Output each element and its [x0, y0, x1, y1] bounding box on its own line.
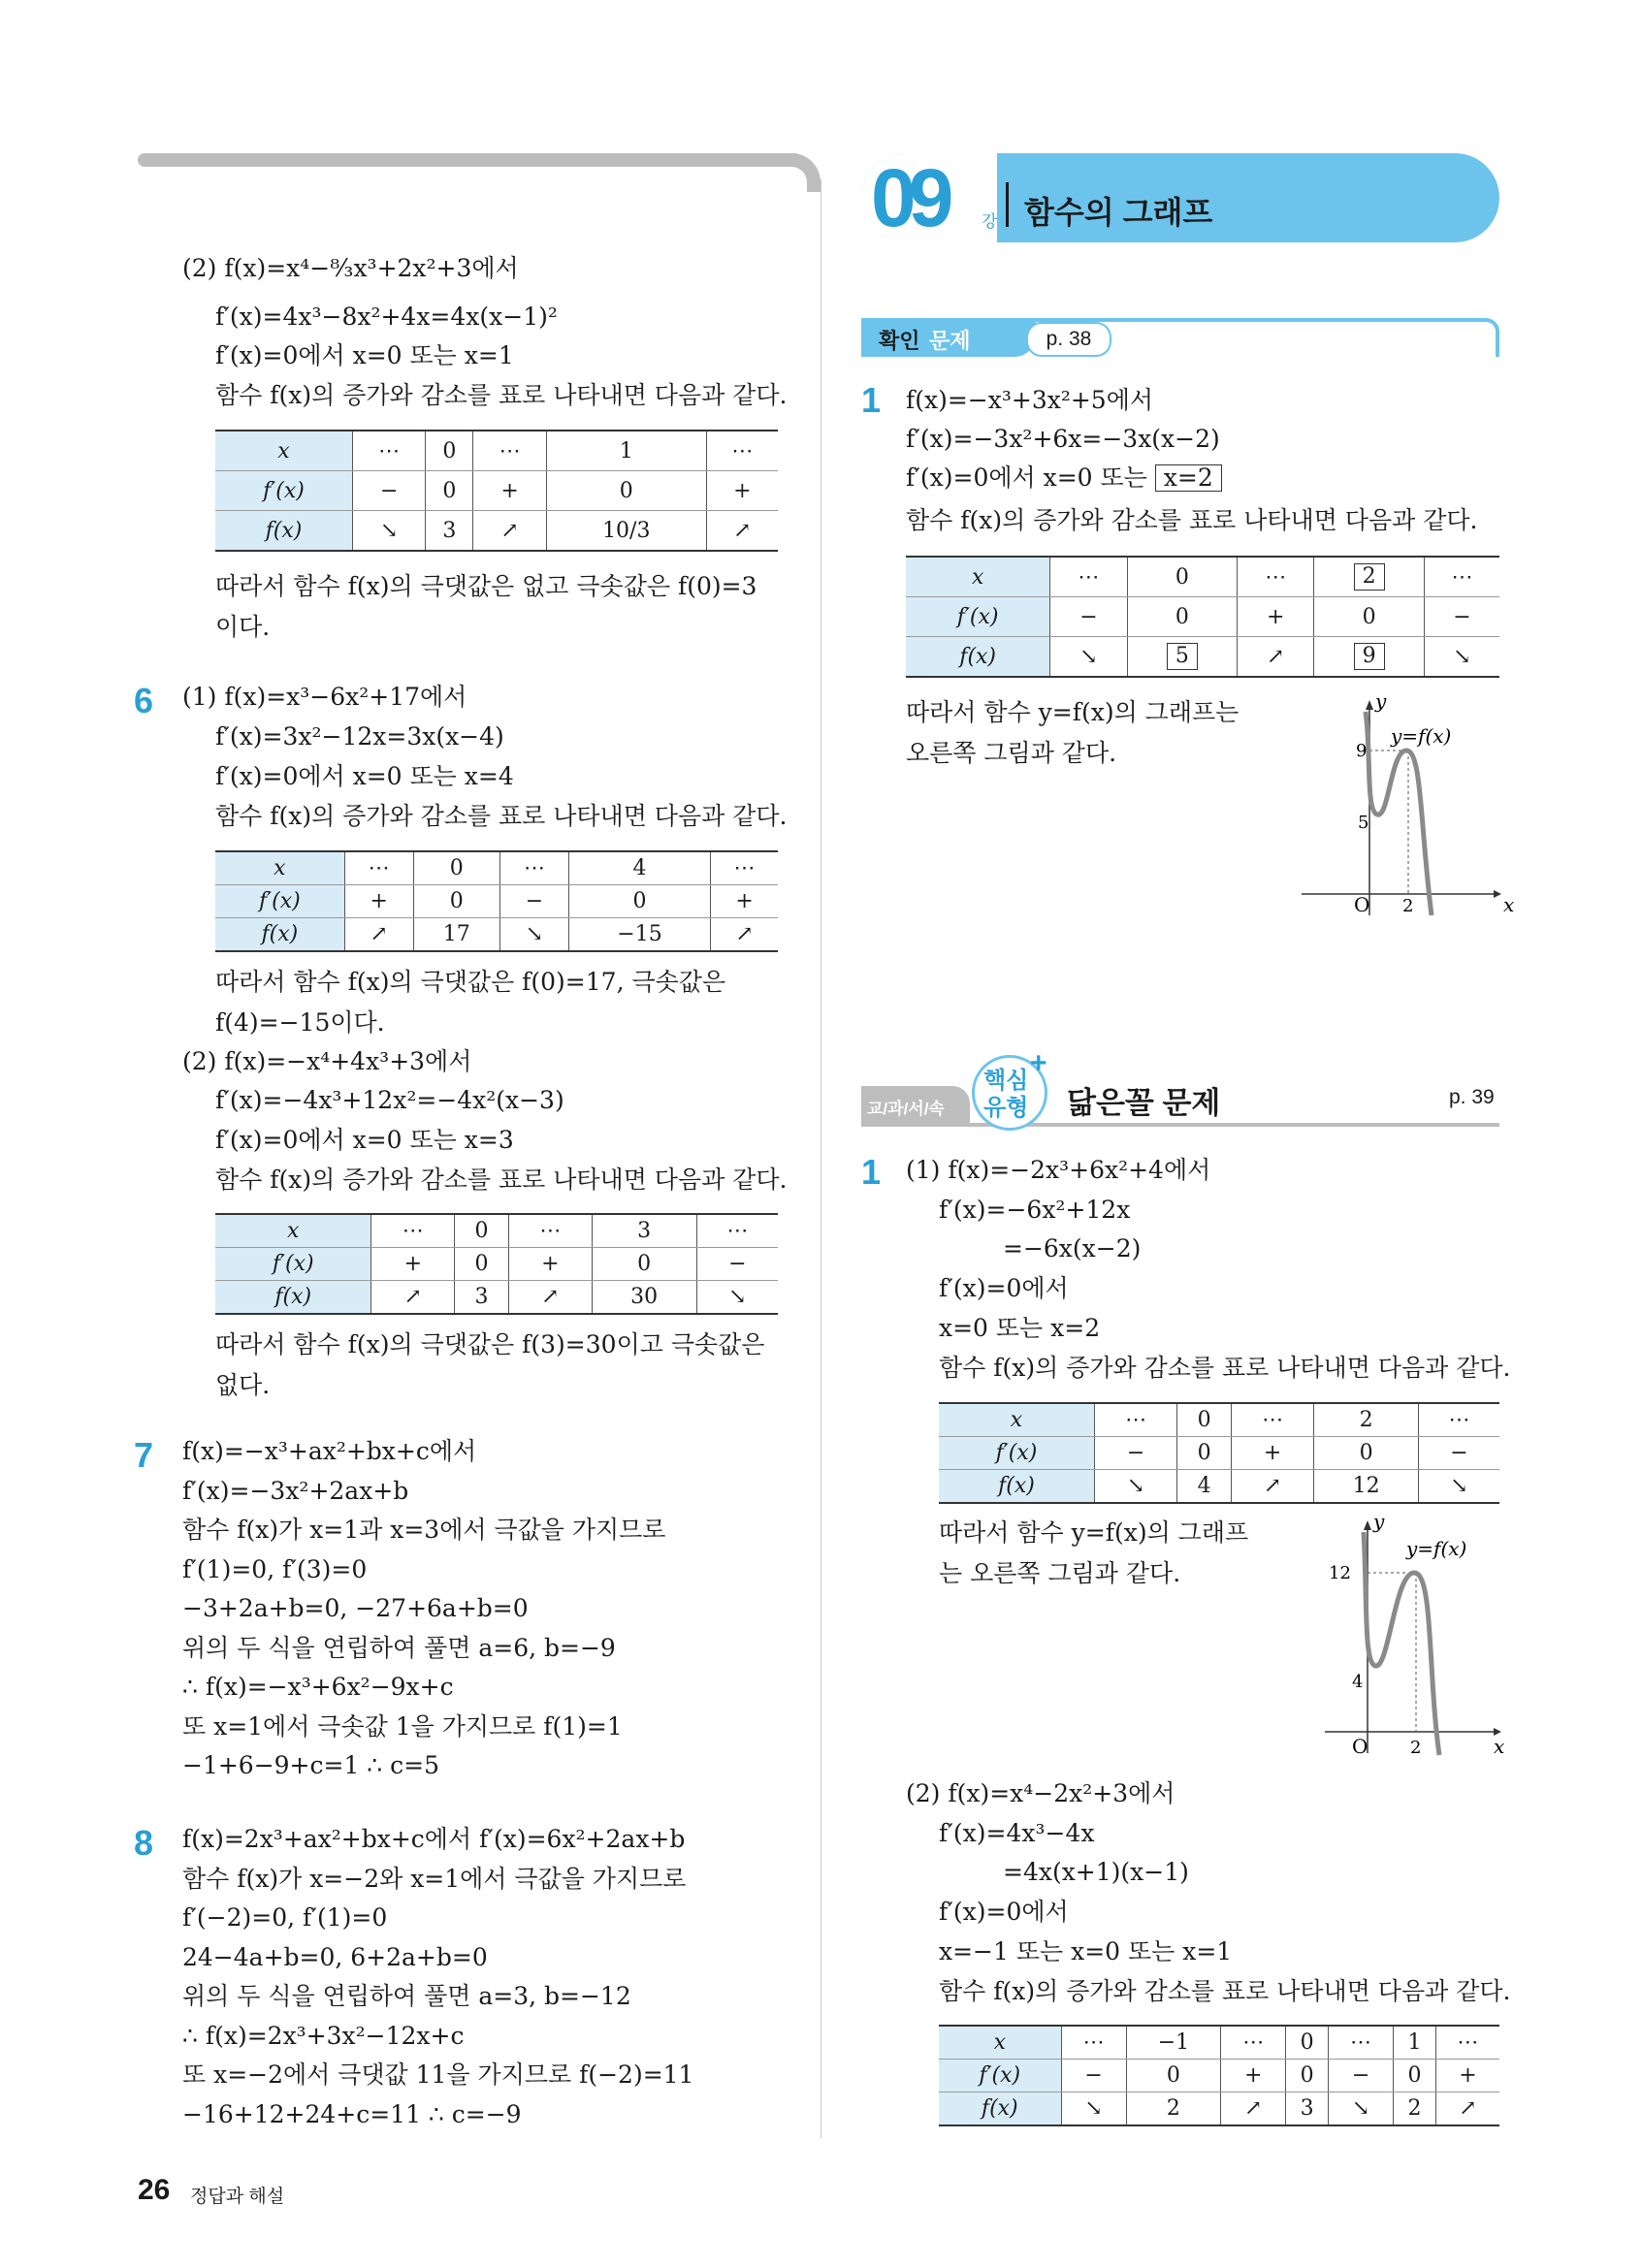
table-cell: f′(x): [215, 885, 344, 918]
y-axis-arrow: [1366, 700, 1373, 710]
text-line: 오른쪽 그림과 같다.: [906, 739, 1117, 767]
table-cell: ↗: [508, 1281, 592, 1315]
table-cell: f(x): [215, 511, 353, 552]
table-cell: ⋯: [1050, 557, 1127, 597]
problem-number: 7: [134, 1435, 154, 1475]
table-cell: 0: [1177, 1437, 1232, 1470]
core-badge-bottom: 유형: [983, 1095, 1029, 1121]
sign-table: [939, 1402, 1499, 1504]
top-left-rule-curve: [776, 153, 821, 192]
text-line: f′(x)=0에서 x=0 또는 x=3: [215, 1126, 514, 1154]
table-row: [215, 1214, 778, 1248]
table-cell: ⋯: [706, 431, 778, 471]
table-cell: 0: [592, 1248, 696, 1281]
table-cell: −: [353, 471, 426, 511]
table-cell: −: [1329, 2060, 1394, 2092]
text-line: 또 x=−2에서 극댓값 11을 가지므로 f(−2)=11: [182, 2060, 694, 2089]
text-line: −1+6−9+c=1 ∴ c=5: [182, 1751, 440, 1779]
table-row: [215, 511, 778, 552]
table-cell: ⋯: [353, 431, 426, 471]
table-cell: ⋯: [1061, 2026, 1126, 2060]
table-cell: x: [215, 1214, 371, 1248]
table-cell: ↘: [1050, 637, 1127, 678]
table-cell: 2: [1394, 2092, 1436, 2126]
table-cell: ⋯: [1435, 2026, 1499, 2060]
text-line: [906, 463, 1222, 493]
table-cell: +: [508, 1248, 592, 1281]
table-cell: ↗: [706, 511, 778, 552]
x-axis-arrow: [1494, 890, 1501, 898]
text-line: 위의 두 식을 연립하여 풀면 a=3, b=−12: [182, 1982, 631, 2010]
text-line: f(x)=2x³+ax²+bx+c에서 f′(x)=6x²+2ax+b: [182, 1825, 686, 1853]
table-cell: ⋯: [1329, 2026, 1394, 2060]
table-cell: ⋯: [500, 851, 569, 885]
table-cell: ⋯: [1424, 557, 1499, 597]
table-cell: 3: [426, 511, 473, 552]
table-cell: f′(x): [939, 1437, 1094, 1470]
text-line: (2) f(x)=−x⁴+4x³+3에서: [182, 1047, 472, 1075]
table-row: [215, 471, 778, 511]
sign-table: [939, 2025, 1499, 2126]
table-row: [939, 2026, 1499, 2060]
text-line: (2) f(x)=x⁴−2x²+3에서: [906, 1779, 1175, 1807]
table-cell: +: [344, 885, 413, 918]
table-cell: +: [1435, 2060, 1499, 2092]
table-cell: −: [500, 885, 569, 918]
table-cell: ⋯: [1221, 2026, 1286, 2060]
table-cell: 0: [413, 851, 499, 885]
text-line: f′(x)=4x³−4x: [939, 1819, 1095, 1847]
table-cell: 0: [426, 431, 473, 471]
table-cell: −: [1050, 597, 1127, 637]
table-cell: +: [1238, 597, 1314, 637]
text-line: 따라서 함수 f(x)의 극댓값은 f(3)=30이고 극솟값은: [215, 1330, 765, 1358]
top-left-rule: [138, 153, 797, 167]
table-cell: 4: [1177, 1470, 1232, 1504]
table-cell: x: [939, 1403, 1094, 1437]
text-line: f′(x)=−3x²+2ax+b: [182, 1476, 409, 1505]
table-cell: ↘: [696, 1281, 778, 1315]
confirm-label-a: 확인: [879, 329, 920, 353]
table-cell: −: [1061, 2060, 1126, 2092]
table-cell: ↘: [1424, 637, 1499, 678]
table-cell: 0: [1177, 1403, 1232, 1437]
table-cell: 1: [1394, 2026, 1436, 2060]
text-line: x=0 또는 x=2: [939, 1314, 1101, 1342]
text-line: f′(x)=4x³−8x²+4x=4x(x−1)²: [215, 303, 558, 331]
table-row: [215, 885, 778, 918]
table-cell: 4: [568, 851, 710, 885]
table-cell: 30: [592, 1281, 696, 1315]
table-cell: ↗: [344, 918, 413, 952]
text-line: 따라서 함수 f(x)의 극댓값은 없고 극솟값은 f(0)=3: [215, 572, 757, 600]
lesson-title: 함수의 그래프: [1024, 195, 1213, 230]
graph-cubic-2: [1319, 1510, 1509, 1759]
table-cell: −1: [1126, 2026, 1221, 2060]
sign-table: [215, 850, 778, 952]
text-line: 위의 두 식을 연립하여 풀면 a=6, b=−9: [182, 1633, 616, 1662]
core-bar-line: [861, 1123, 1499, 1127]
curve-label: y=f(x): [1391, 724, 1452, 748]
text-line: ∴ f(x)=−x³+6x²−9x+c: [182, 1673, 454, 1701]
text-line: 따라서 함수 y=f(x)의 그래프: [939, 1518, 1249, 1547]
text-line: 함수 f(x)가 x=−2와 x=1에서 극값을 가지므로: [182, 1864, 687, 1893]
table-cell: ↗: [1221, 2092, 1286, 2126]
table-cell: 0: [1127, 557, 1238, 597]
table-cell: +: [371, 1248, 455, 1281]
origin-label: O: [1352, 1735, 1368, 1758]
table-cell: f(x): [215, 1281, 371, 1315]
table-cell: 0: [426, 471, 473, 511]
graph-cubic-1: [1290, 689, 1515, 919]
text-line: 24−4a+b=0, 6+2a+b=0: [182, 1942, 488, 1971]
table-cell: 0: [1286, 2026, 1329, 2060]
table-cell: ↗: [473, 511, 546, 552]
text-line: f′(x)=−6x²+12x: [939, 1196, 1131, 1224]
table-cell: 3: [1286, 2092, 1329, 2126]
y-min-label: 4: [1352, 1672, 1364, 1692]
table-cell: f′(x): [215, 471, 353, 511]
answer-box: 5: [1167, 643, 1198, 670]
text-line: f′(x)=−4x³+12x²=−4x²(x−3): [215, 1086, 564, 1114]
table-cell: x: [215, 431, 353, 471]
core-badge-top: 핵심: [983, 1068, 1029, 1094]
core-plus: +: [1030, 1047, 1047, 1079]
table-cell: ↘: [1418, 1470, 1499, 1504]
page-number: 26: [138, 2174, 171, 2206]
table-row: [215, 1281, 778, 1315]
text-line: 또 x=1에서 극솟값 1을 가지므로 f(1)=1: [182, 1711, 623, 1741]
lesson-header-divider: [1006, 182, 1009, 227]
table-cell: ↗: [1435, 2092, 1499, 2126]
table-cell: 0: [1127, 597, 1238, 637]
text-line: ∴ f(x)=2x³+3x²−12x+c: [182, 2021, 465, 2050]
text-line: 없다.: [215, 1371, 271, 1399]
sign-table: [215, 430, 778, 552]
table-cell: ⋯: [473, 431, 546, 471]
table-cell: −: [1418, 1437, 1499, 1470]
lesson-number: 09: [871, 152, 947, 243]
origin-label: O: [1354, 893, 1370, 916]
y-max-label: 9: [1356, 741, 1368, 761]
table-cell: ⋯: [1094, 1403, 1176, 1437]
table-cell: 0: [546, 471, 706, 511]
table-cell: [1314, 557, 1425, 597]
table-cell: 17: [413, 918, 499, 952]
table-cell: ↘: [500, 918, 569, 952]
text-line: f′(1)=0, f′(3)=0: [182, 1554, 368, 1583]
table-cell: 0: [1314, 597, 1425, 637]
table-row: [939, 1437, 1499, 1470]
table-cell: 0: [1314, 1437, 1419, 1470]
table-cell: −: [1094, 1437, 1176, 1470]
table-cell: 0: [1394, 2060, 1436, 2092]
table-cell: −: [696, 1248, 778, 1281]
table-row: [215, 851, 778, 885]
table-cell: 2: [1126, 2092, 1221, 2126]
confirm-page: p. 38: [1026, 322, 1111, 357]
footer-label: 정답과 해설: [190, 2187, 285, 2207]
table-cell: f(x): [906, 637, 1050, 678]
text-line: 함수 f(x)의 증가와 감소를 표로 나타내면 다음과 같다.: [215, 381, 788, 409]
text-line: f(x)=−x³+3x²+5에서: [906, 386, 1154, 414]
x-label: x: [1503, 893, 1515, 916]
table-cell: −: [1424, 597, 1499, 637]
table-cell: ↘: [353, 511, 426, 552]
text-line: f′(x)=0에서: [939, 1274, 1069, 1302]
table-cell: ⋯: [696, 1214, 778, 1248]
table-cell: ⋯: [1418, 1403, 1499, 1437]
table-cell: ↗: [1238, 637, 1314, 678]
text-line: (1) f(x)=x³−6x²+17에서: [182, 683, 467, 711]
table-row: [939, 2060, 1499, 2092]
cubic-curve: [1364, 1532, 1439, 1755]
text-line: (2) f(x)=x⁴−⁸⁄₃x³+2x²+3에서: [182, 254, 519, 282]
text-span: f′(x)=0에서 x=0 또는: [906, 463, 1155, 492]
core-page: p. 39: [1449, 1086, 1495, 1108]
table-cell: x: [906, 557, 1050, 597]
core-title: 닮은꼴 문제: [1067, 1086, 1221, 1120]
table-row: [215, 918, 778, 952]
table-cell: [1127, 637, 1238, 678]
core-tag: 교/과/서/속: [867, 1100, 945, 1118]
table-cell: f′(x): [906, 597, 1050, 637]
table-cell: x: [939, 2026, 1061, 2060]
table-row: [215, 1248, 778, 1281]
y-label: y: [1373, 1510, 1385, 1533]
problem-number: 1: [861, 380, 882, 420]
table-cell: f(x): [939, 2092, 1061, 2126]
answer-box: 9: [1354, 643, 1385, 670]
table-cell: 0: [413, 885, 499, 918]
y-axis-arrow: [1364, 1520, 1371, 1530]
y-min-label: 5: [1358, 813, 1369, 833]
table-cell: f′(x): [939, 2060, 1061, 2092]
x-mark-label: 2: [1410, 1738, 1422, 1758]
table-row: [939, 1470, 1499, 1504]
table-cell: f(x): [215, 918, 344, 952]
curve-label: y=f(x): [1406, 1537, 1467, 1560]
text-line: 함수 f(x)의 증가와 감소를 표로 나타내면 다음과 같다.: [939, 1354, 1511, 1382]
problem-number: 8: [134, 1823, 154, 1863]
table-cell: ⋯: [711, 851, 778, 885]
table-cell: 0: [1286, 2060, 1329, 2092]
table-cell: f′(x): [215, 1248, 371, 1281]
table-cell: [1314, 637, 1425, 678]
table-cell: 10/3: [546, 511, 706, 552]
y-label: y: [1375, 689, 1387, 713]
text-line: −3+2a+b=0, −27+6a+b=0: [182, 1594, 529, 1622]
table-cell: ↘: [1329, 2092, 1394, 2126]
table-row: [215, 431, 778, 471]
table-cell: −15: [568, 918, 710, 952]
table-cell: ↗: [711, 918, 778, 952]
lesson-unit: 강: [982, 212, 998, 231]
table-cell: ↗: [371, 1281, 455, 1315]
table-row: [906, 557, 1499, 597]
problem-number: 1: [861, 1152, 882, 1192]
text-line: 함수 f(x)의 증가와 감소를 표로 나타내면 다음과 같다.: [906, 506, 1478, 534]
table-cell: 12: [1314, 1470, 1419, 1504]
answer-box: 2: [1354, 563, 1385, 591]
text-line: =−6x(x−2): [1003, 1234, 1142, 1262]
text-line: 이다.: [215, 613, 271, 641]
problem-number: 6: [134, 681, 154, 720]
text-line: 따라서 함수 f(x)의 극댓값은 f(0)=17, 극솟값은: [215, 968, 726, 996]
text-line: 는 오른쪽 그림과 같다.: [939, 1559, 1181, 1587]
table-cell: +: [706, 471, 778, 511]
text-line: f′(−2)=0, f′(1)=0: [182, 1903, 388, 1932]
table-cell: 0: [455, 1248, 509, 1281]
table-cell: 0: [568, 885, 710, 918]
table-cell: 0: [455, 1214, 509, 1248]
table-cell: +: [711, 885, 778, 918]
table-cell: ⋯: [508, 1214, 592, 1248]
y-max-label: 12: [1329, 1563, 1351, 1583]
text-line: (1) f(x)=−2x³+6x²+4에서: [906, 1156, 1211, 1184]
text-line: f′(x)=3x²−12x=3x(x−4): [215, 722, 504, 751]
text-line: f(4)=−15이다.: [215, 1008, 385, 1037]
text-line: 함수 f(x)의 증가와 감소를 표로 나타내면 다음과 같다.: [215, 1166, 788, 1194]
table-row: [939, 2092, 1499, 2126]
table-row: [906, 597, 1499, 637]
table-cell: ⋯: [371, 1214, 455, 1248]
confirm-label-b: 문제: [929, 329, 971, 353]
table-cell: 3: [455, 1281, 509, 1315]
table-cell: ⋯: [1238, 557, 1314, 597]
table-cell: ⋯: [344, 851, 413, 885]
text-line: x=−1 또는 x=0 또는 x=1: [939, 1937, 1233, 1965]
table-cell: ⋯: [1231, 1403, 1313, 1437]
table-cell: x: [215, 851, 344, 885]
table-cell: 1: [546, 431, 706, 471]
table-row: [939, 1403, 1499, 1437]
text-line: f′(x)=0에서: [939, 1898, 1069, 1926]
sign-table: [215, 1213, 778, 1315]
table-cell: +: [1221, 2060, 1286, 2092]
x-mark-label: 2: [1402, 896, 1414, 916]
text-line: 함수 f(x)의 증가와 감소를 표로 나타내면 다음과 같다.: [939, 1977, 1511, 2005]
table-cell: 0: [1126, 2060, 1221, 2092]
text-line: f(x)=−x³+ax²+bx+c에서: [182, 1437, 477, 1465]
text-line: 함수 f(x)가 x=1과 x=3에서 극값을 가지므로: [182, 1516, 666, 1544]
text-line: f′(x)=0에서 x=0 또는 x=1: [215, 341, 514, 369]
table-cell: ↘: [1094, 1470, 1176, 1504]
table-cell: ↗: [1231, 1470, 1313, 1504]
answer-box: x=2: [1155, 464, 1222, 492]
text-line: 함수 f(x)의 증가와 감소를 표로 나타내면 다음과 같다.: [215, 802, 788, 830]
table-cell: ↘: [1061, 2092, 1126, 2126]
table-cell: +: [473, 471, 546, 511]
table-cell: +: [1231, 1437, 1313, 1470]
text-line: 따라서 함수 y=f(x)의 그래프는: [906, 698, 1240, 726]
table-cell: f(x): [939, 1470, 1094, 1504]
text-line: −16+12+24+c=11 ∴ c=−9: [182, 2099, 522, 2128]
table-row: [906, 637, 1499, 678]
text-line: f′(x)=0에서 x=0 또는 x=4: [215, 762, 514, 790]
sign-table: [906, 556, 1499, 678]
x-label: x: [1494, 1735, 1505, 1758]
table-cell: 3: [592, 1214, 696, 1248]
table-cell: 2: [1314, 1403, 1419, 1437]
text-line: =4x(x+1)(x−1): [1003, 1858, 1189, 1886]
text-line: f′(x)=−3x²+6x=−3x(x−2): [906, 425, 1220, 453]
